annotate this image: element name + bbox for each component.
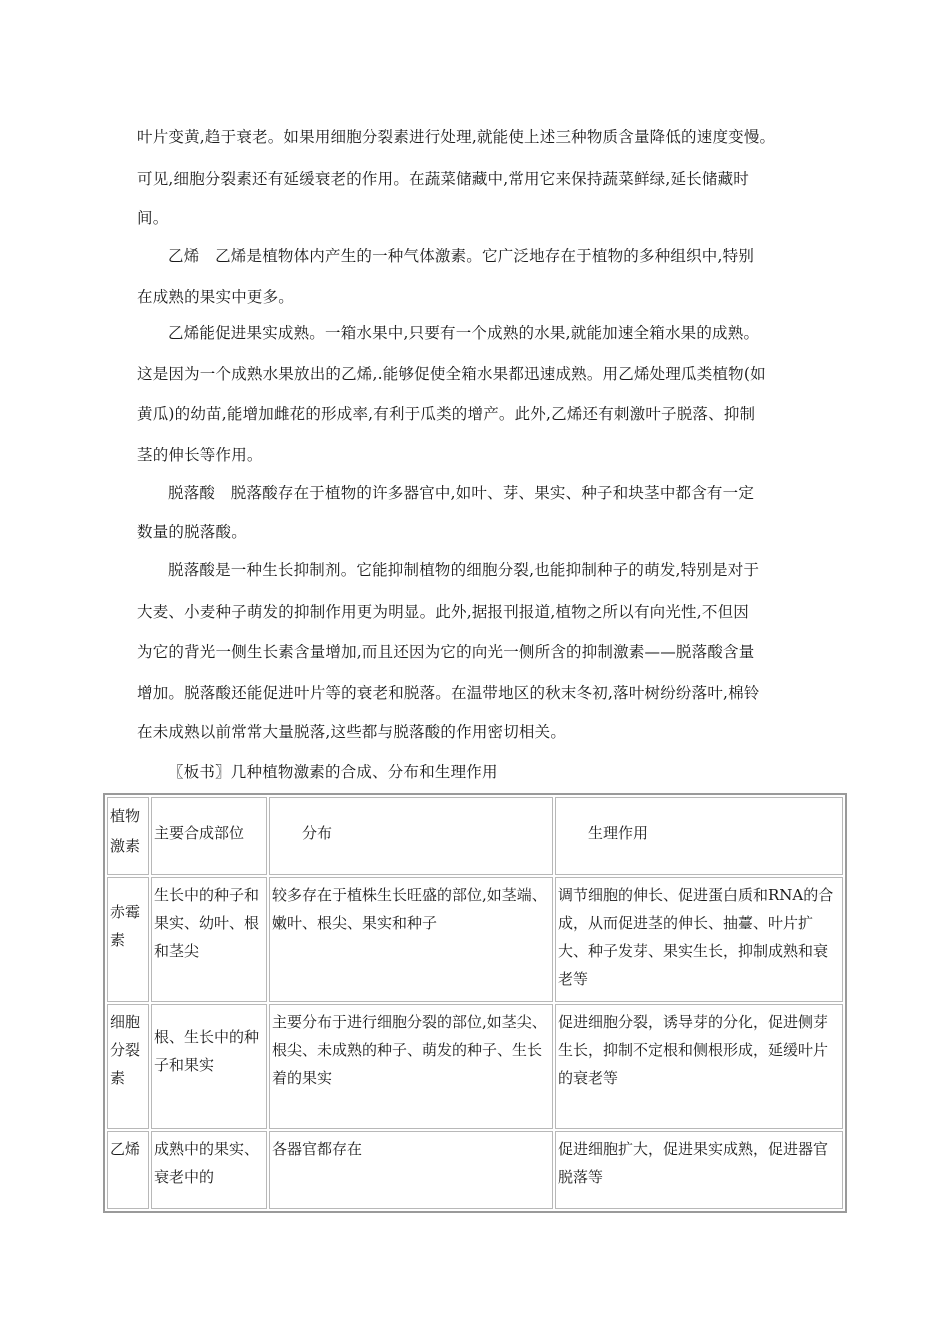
text-line: 可见,细胞分裂素还有延缓衰老的作用。在蔬菜储藏中,常用它来保持蔬菜鲜绿,延长储藏时 <box>137 170 749 188</box>
text-line: 乙烯 乙烯是植物体内产生的一种气体激素。它广泛地存在于植物的多种组织中,特别 <box>168 247 755 265</box>
text-line: 间。 <box>137 209 169 227</box>
text-line: 增加。脱落酸还能促进叶片等的衰老和脱落。在温带地区的秋末冬初,落叶树纷纷落叶,棉铃 <box>137 684 760 702</box>
cell-synthesis-site: 生长中的种子和果实、幼叶、根和茎尖 <box>151 877 267 1002</box>
text-line: 脱落酸 脱落酸存在于植物的许多器官中,如叶、芽、果实、种子和块茎中都含有一定 <box>168 484 755 502</box>
board-title: 〖板书〗几种植物激素的合成、分布和生理作用 <box>168 763 498 781</box>
cell-distribution: 各器官都存在 <box>269 1131 553 1209</box>
text-line: 茎的伸长等作用。 <box>137 446 263 464</box>
hormone-table-grid <box>105 795 845 1211</box>
cell-synthesis-site: 成熟中的果实、衰老中的 <box>151 1131 267 1209</box>
text-line: 大麦、小麦种子萌发的抑制作用更为明显。此外,据报刊报道,植物之所以有向光性,不但因 <box>137 603 749 621</box>
table-row <box>107 1131 843 1209</box>
cell-hormone: 细胞分裂素 <box>107 1004 149 1129</box>
header-distribution: 分布 <box>269 797 553 875</box>
header-synthesis-site: 主要合成部位 <box>151 797 267 875</box>
text-line: 脱落酸是一种生长抑制剂。它能抑制植物的细胞分裂,也能抑制种子的萌发,特别是对于 <box>168 561 760 579</box>
header-function: 生理作用 <box>555 797 843 875</box>
text-line: 为它的背光一侧生长素含量增加,而且还因为它的向光一侧所含的抑制激素——脱落酸含量 <box>137 643 755 661</box>
cell-hormone: 赤霉素 <box>107 877 149 1002</box>
text-line: 黄瓜)的幼苗,能增加雌花的形成率,有利于瓜类的增产。此外,乙烯还有刺激叶子脱落、抑制 <box>137 405 756 423</box>
cell-distribution: 较多存在于植株生长旺盛的部位,如茎端、嫩叶、根尖、果实和种子 <box>269 877 553 1002</box>
text-line: 这是因为一个成熟水果放出的乙烯,.能够促使全箱水果都迅速成熟。用乙烯处理瓜类植物(如 <box>137 365 766 383</box>
table-header-row <box>107 797 843 875</box>
hormone-table <box>103 793 847 1213</box>
text-line: 在未成熟以前常常大量脱落,这些都与脱落酸的作用密切相关。 <box>137 723 567 741</box>
cell-function: 促进细胞扩大，促进果实成熟，促进器官脱落等 <box>555 1131 843 1209</box>
text-line: 叶片变黄,趋于衰老。如果用细胞分裂素进行处理,就能使上述三种物质含量降低的速度变慢。 <box>137 128 776 146</box>
cell-function: 调节细胞的伸长、促进蛋白质和RNA的合成，从而促进茎的伸长、抽薹、叶片扩大、种子发芽、果实生长，抑制成熟和衰老等 <box>555 877 843 1002</box>
cell-synthesis-site: 根、生长中的种子和果实 <box>151 1004 267 1129</box>
table-row <box>107 1004 843 1129</box>
header-hormone: 植物激素 <box>107 797 149 875</box>
text-line: 在成熟的果实中更多。 <box>137 288 295 306</box>
text-line: 数量的脱落酸。 <box>137 523 247 541</box>
cell-function: 促进细胞分裂，诱导芽的分化，促进侧芽生长，抑制不定根和侧根形成，延缓叶片的衰老等 <box>555 1004 843 1129</box>
text-line: 乙烯能促进果实成熟。一箱水果中,只要有一个成熟的水果,就能加速全箱水果的成熟。 <box>168 324 760 342</box>
table-row <box>107 877 843 1002</box>
cell-distribution: 主要分布于进行细胞分裂的部位,如茎尖、根尖、未成熟的种子、萌发的种子、生长着的果实 <box>269 1004 553 1129</box>
cell-hormone: 乙烯 <box>107 1131 149 1209</box>
